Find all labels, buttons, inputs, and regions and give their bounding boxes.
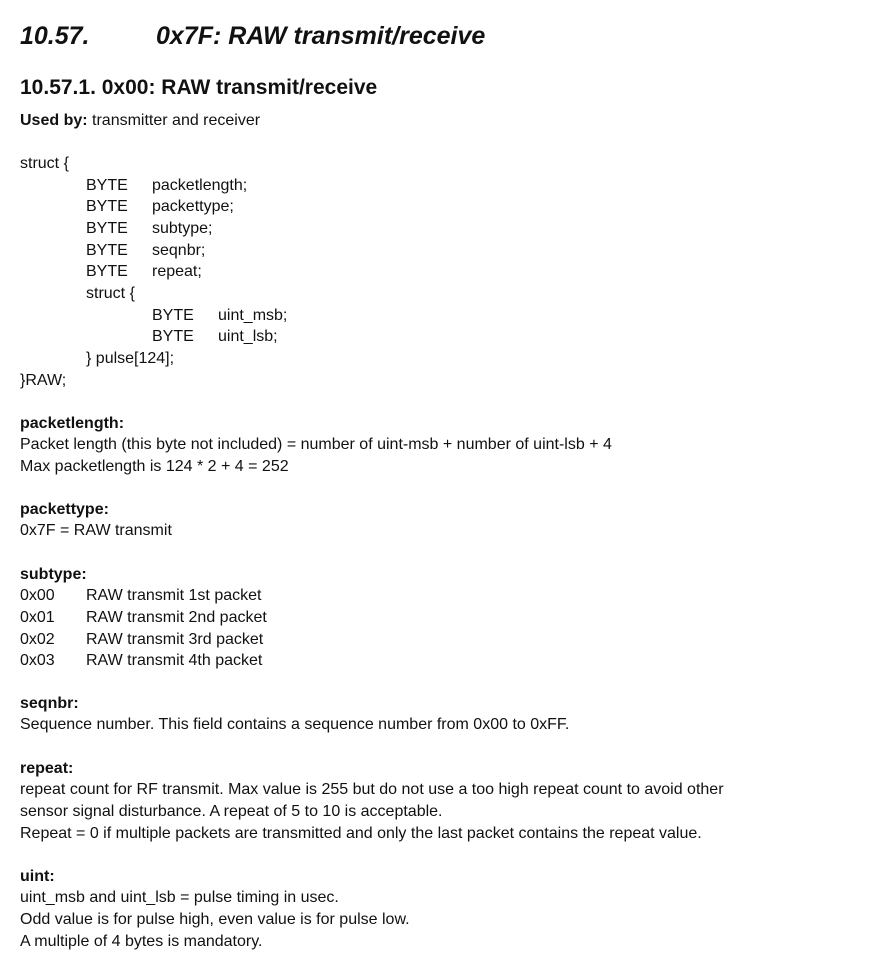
repeat-text: repeat count for RF transmit. Max value is 255 but do not use a too high repeat count to avoid other — [20, 781, 724, 798]
field-type: BYTE — [86, 198, 128, 215]
uint-text: Odd value is for pulse high, even value is for pulse low. — [20, 911, 410, 928]
subtype-row — [20, 607, 267, 628]
subtype-code: 0x03 — [20, 652, 55, 669]
struct-field — [86, 261, 202, 282]
section-number: 10.57. — [20, 22, 90, 50]
field-type: BYTE — [86, 263, 128, 280]
field-type: BYTE — [86, 177, 128, 194]
subtype-desc: RAW transmit 2nd packet — [86, 609, 267, 626]
inner-struct-field — [152, 326, 278, 347]
uint-text: uint_msb and uint_lsb = pulse timing in usec. — [20, 889, 339, 906]
packetlength-text: Packet length (this byte not included) = number of uint-msb + number of uint-lsb + 4 — [20, 436, 612, 453]
inner-struct-field — [152, 305, 287, 326]
struct-field — [86, 175, 247, 196]
packetlength-text: Max packetlength is 124 * 2 + 4 = 252 — [20, 458, 289, 475]
field-type: BYTE — [152, 307, 194, 324]
subtype-desc: RAW transmit 1st packet — [86, 587, 262, 604]
section-title: 0x7F: RAW transmit/receive — [156, 22, 486, 50]
field-name: uint_lsb; — [218, 328, 278, 345]
packettype-text: 0x7F = RAW transmit — [20, 522, 172, 539]
used-by-line — [20, 110, 260, 131]
field-name: packetlength; — [152, 177, 248, 194]
struct-field — [86, 218, 212, 239]
subtype-row — [20, 629, 263, 650]
section-heading — [20, 22, 485, 51]
repeat-title: repeat: — [20, 760, 74, 777]
uint-title: uint: — [20, 868, 55, 885]
field-type: BYTE — [86, 220, 128, 237]
subtype-title: subtype: — [20, 566, 87, 583]
seqnbr-title: seqnbr: — [20, 695, 79, 712]
packetlength-title: packetlength: — [20, 415, 125, 432]
seqnbr-text: Sequence number. This field contains a sequence number from 0x00 to 0xFF. — [20, 716, 570, 733]
subtype-code: 0x01 — [20, 609, 55, 626]
field-type: BYTE — [86, 242, 128, 259]
field-name: seqnbr; — [152, 242, 206, 259]
used-by-label: Used by: — [20, 112, 88, 129]
subtype-code: 0x02 — [20, 631, 55, 648]
subtype-desc: RAW transmit 3rd packet — [86, 631, 264, 648]
subtype-code: 0x00 — [20, 587, 55, 604]
field-name: subtype; — [152, 220, 213, 237]
struct-open: struct { — [20, 155, 69, 172]
inner-struct-close: } pulse[124]; — [86, 350, 175, 367]
repeat-text: Repeat = 0 if multiple packets are transmitted and only the last packet contains the repeat value. — [20, 825, 702, 842]
subtype-row — [20, 585, 261, 606]
packettype-title: packettype: — [20, 501, 109, 518]
field-name: packettype; — [152, 198, 234, 215]
struct-field — [86, 240, 205, 261]
struct-field — [86, 196, 234, 217]
subtype-desc: RAW transmit 4th packet — [86, 652, 263, 669]
subsection-heading: 10.57.1. 0x00: RAW transmit/receive — [20, 76, 378, 99]
used-by-value: transmitter and receiver — [87, 112, 261, 129]
field-name: repeat; — [152, 263, 202, 280]
field-name: uint_msb; — [218, 307, 288, 324]
subtype-row — [20, 650, 262, 671]
uint-text: A multiple of 4 bytes is mandatory. — [20, 933, 263, 950]
inner-struct-open: struct { — [86, 285, 135, 302]
repeat-text: sensor signal disturbance. A repeat of 5 to 10 is acceptable. — [20, 803, 443, 820]
field-type: BYTE — [152, 328, 194, 345]
struct-close: }RAW; — [20, 372, 67, 389]
